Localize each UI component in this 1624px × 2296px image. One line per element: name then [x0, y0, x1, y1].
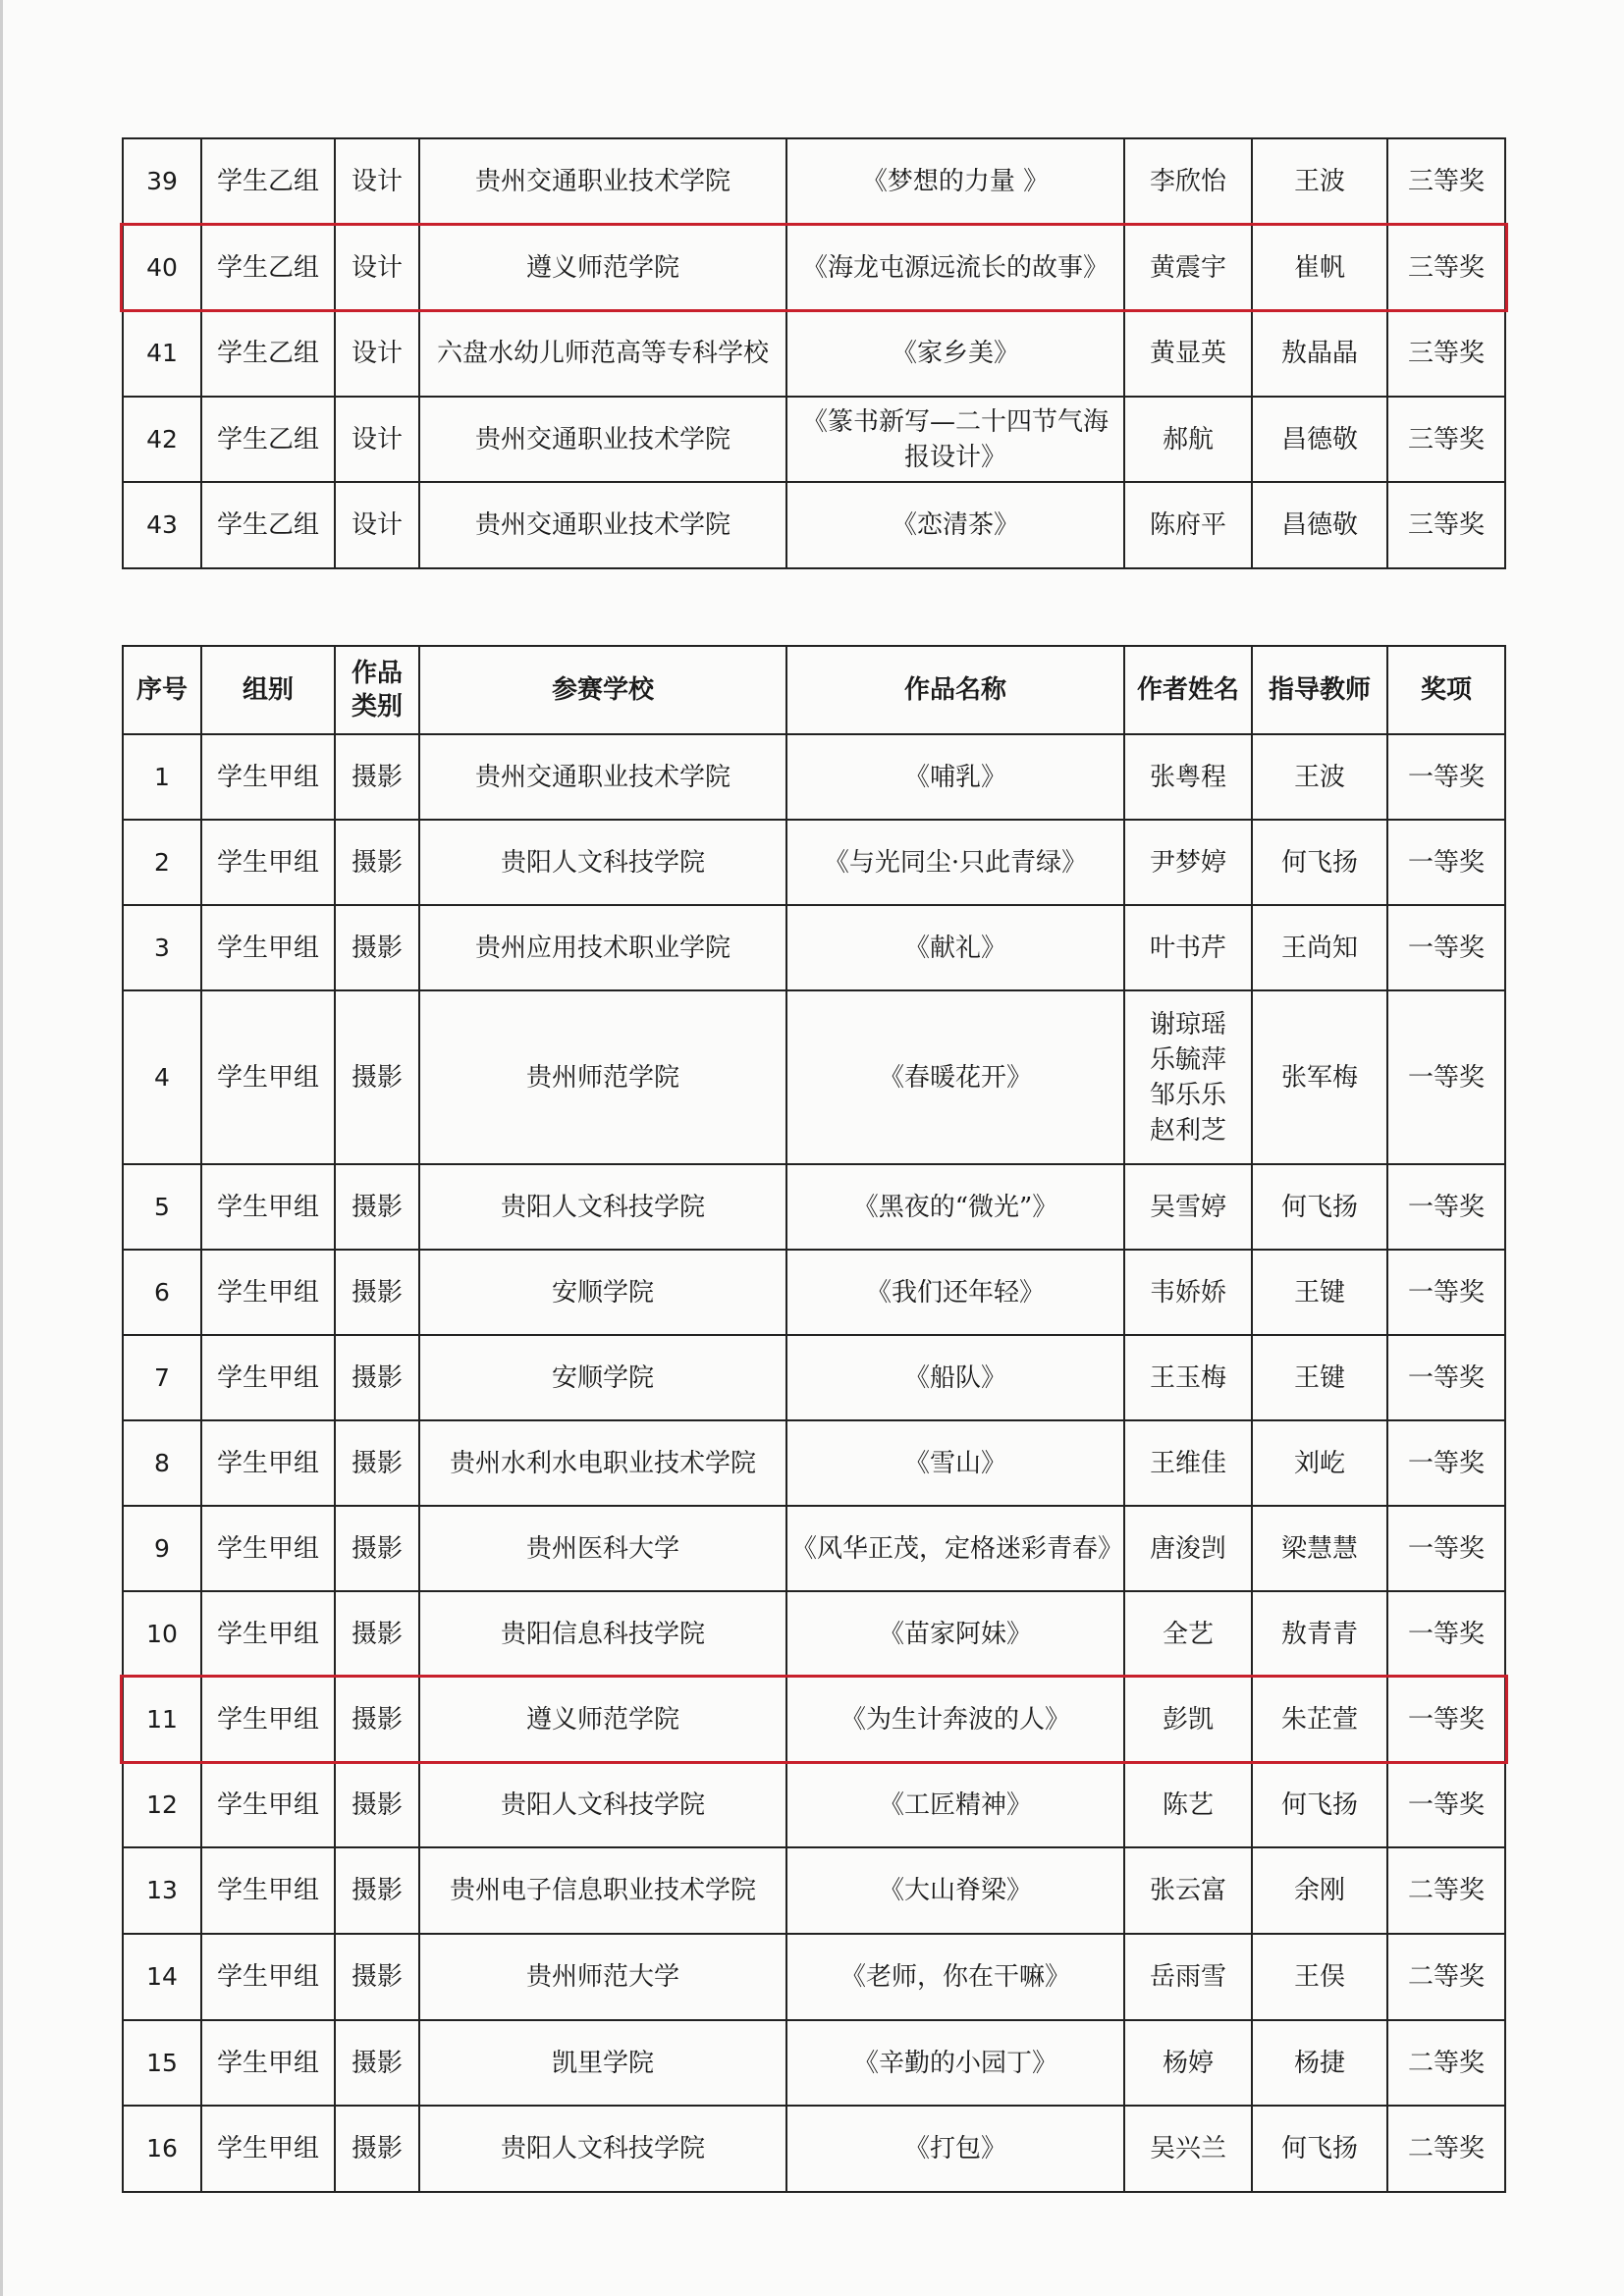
cell-title: 《雪山》: [786, 1420, 1124, 1506]
cell-group: 学生甲组: [201, 1420, 335, 1506]
cell-teacher: 何飞扬: [1252, 820, 1387, 905]
author-name: 谢琼瑶: [1149, 1009, 1226, 1040]
cell-award: 一等奖: [1387, 1591, 1505, 1677]
cell-award: 一等奖: [1387, 1762, 1505, 1847]
cell-author: 陈艺: [1124, 1762, 1252, 1847]
cell-no: 11: [123, 1677, 201, 1762]
cell-author: 张云富: [1124, 1847, 1252, 1934]
cell-no: 13: [123, 1847, 201, 1934]
cell-category: 摄影: [335, 820, 419, 905]
cell-school: 贵州交通职业技术学院: [419, 734, 786, 820]
cell-group: 学生甲组: [201, 734, 335, 820]
cell-author: 黄显英: [1124, 310, 1252, 397]
cell-title: 《船队》: [786, 1335, 1124, 1420]
cell-no: 5: [123, 1164, 201, 1250]
cell-school: 贵州师范大学: [419, 1934, 786, 2020]
cell-group: 学生甲组: [201, 820, 335, 905]
cell-category: 摄影: [335, 1934, 419, 2020]
cell-award: 一等奖: [1387, 1164, 1505, 1250]
cell-title: 《老师，你在干嘛》: [786, 1934, 1124, 2020]
cell-teacher: 朱芷萱: [1252, 1677, 1387, 1762]
cell-award: 一等奖: [1387, 734, 1505, 820]
cell-award: 一等奖: [1387, 990, 1505, 1164]
header-title: 作品名称: [786, 646, 1124, 734]
cell-no: 43: [123, 482, 201, 568]
cell-no: 4: [123, 990, 201, 1164]
table-row: [123, 1506, 1505, 1591]
cell-teacher: 张军梅: [1252, 990, 1387, 1164]
cell-school: 遵义师范学院: [419, 1677, 786, 1762]
cell-award: 一等奖: [1387, 1335, 1505, 1420]
cell-teacher: 余刚: [1252, 1847, 1387, 1934]
cell-teacher: 敖青青: [1252, 1591, 1387, 1677]
continuation-award-table: [122, 137, 1506, 569]
table-row: [123, 1164, 1505, 1250]
cell-teacher: 王键: [1252, 1250, 1387, 1335]
cell-award: 一等奖: [1387, 1420, 1505, 1506]
table-row: [123, 1335, 1505, 1420]
cell-category: 摄影: [335, 1250, 419, 1335]
cell-teacher: 崔帆: [1252, 225, 1387, 310]
cell-author: 全艺: [1124, 1591, 1252, 1677]
cell-group: 学生甲组: [201, 990, 335, 1164]
cell-teacher: 梁慧慧: [1252, 1506, 1387, 1591]
cell-category: 设计: [335, 397, 419, 482]
cell-title: 《哺乳》: [786, 734, 1124, 820]
cell-teacher: 昌德敬: [1252, 397, 1387, 482]
cell-school: 六盘水幼儿师范高等专科学校: [419, 310, 786, 397]
cell-title: 《打包》: [786, 2106, 1124, 2192]
cell-category: 摄影: [335, 1762, 419, 1847]
cell-author: 李欣怡: [1124, 138, 1252, 225]
cell-category: 摄影: [335, 1847, 419, 1934]
cell-category: 摄影: [335, 2020, 419, 2106]
main-award-table: [122, 645, 1506, 2193]
cell-category: 摄影: [335, 990, 419, 1164]
table-row: [123, 482, 1505, 568]
table-row: [123, 1591, 1505, 1677]
cell-author: [1124, 990, 1252, 1164]
cell-author: 王维佳: [1124, 1420, 1252, 1506]
cell-award: 一等奖: [1387, 1506, 1505, 1591]
cell-award: 二等奖: [1387, 1847, 1505, 1934]
cell-school: 贵阳人文科技学院: [419, 2106, 786, 2192]
cell-category: 摄影: [335, 734, 419, 820]
cell-no: 6: [123, 1250, 201, 1335]
cell-group: 学生甲组: [201, 1762, 335, 1847]
cell-award: 三等奖: [1387, 482, 1505, 568]
header-no: 序号: [123, 646, 201, 734]
table-row: [123, 1847, 1505, 1934]
cell-author: 郝航: [1124, 397, 1252, 482]
header-row: [123, 646, 1505, 734]
cell-author: 尹梦婷: [1124, 820, 1252, 905]
cell-school: 贵州应用技术职业学院: [419, 905, 786, 990]
cell-no: 7: [123, 1335, 201, 1420]
cell-teacher: 何飞扬: [1252, 1164, 1387, 1250]
cell-teacher: 王波: [1252, 138, 1387, 225]
cell-teacher: 刘屹: [1252, 1420, 1387, 1506]
cell-author: 吴雪婷: [1124, 1164, 1252, 1250]
cell-group: 学生甲组: [201, 1934, 335, 2020]
cell-school: 贵州师范学院: [419, 990, 786, 1164]
cell-no: 8: [123, 1420, 201, 1506]
cell-title: 《为生计奔波的人》: [786, 1677, 1124, 1762]
author-name: 乐毓萍: [1149, 1044, 1226, 1075]
cell-teacher: 敖晶晶: [1252, 310, 1387, 397]
cell-school: 遵义师范学院: [419, 225, 786, 310]
cell-award: 二等奖: [1387, 2106, 1505, 2192]
cell-author: 杨婷: [1124, 2020, 1252, 2106]
cell-group: 学生甲组: [201, 1677, 335, 1762]
cell-category: 摄影: [335, 2106, 419, 2192]
cell-teacher: 昌德敬: [1252, 482, 1387, 568]
cell-category: 设计: [335, 225, 419, 310]
cell-no: 10: [123, 1591, 201, 1677]
cell-title: 《梦想的力量 》: [786, 138, 1124, 225]
cell-group: 学生乙组: [201, 225, 335, 310]
cell-teacher: 杨捷: [1252, 2020, 1387, 2106]
cell-award: 一等奖: [1387, 905, 1505, 990]
cell-category: 摄影: [335, 1591, 419, 1677]
cell-category: 摄影: [335, 1677, 419, 1762]
cell-no: 1: [123, 734, 201, 820]
header-group: 组别: [201, 646, 335, 734]
cell-group: 学生乙组: [201, 482, 335, 568]
cell-award: 三等奖: [1387, 138, 1505, 225]
cell-author: 岳雨雪: [1124, 1934, 1252, 2020]
cell-no: 42: [123, 397, 201, 482]
cell-group: 学生甲组: [201, 905, 335, 990]
cell-school: 贵阳人文科技学院: [419, 1762, 786, 1847]
cell-school: 贵州交通职业技术学院: [419, 397, 786, 482]
cell-group: 学生甲组: [201, 2106, 335, 2192]
cell-title: 《苗家阿妹》: [786, 1591, 1124, 1677]
cell-award: 三等奖: [1387, 225, 1505, 310]
cell-school: 安顺学院: [419, 1250, 786, 1335]
cell-category: 摄影: [335, 1164, 419, 1250]
cell-group: 学生甲组: [201, 2020, 335, 2106]
cell-title: 《春暖花开》: [786, 990, 1124, 1164]
cell-author: 彭凯: [1124, 1677, 1252, 1762]
cell-teacher: 王俣: [1252, 1934, 1387, 2020]
cell-category: 摄影: [335, 905, 419, 990]
cell-title: 《风华正茂，定格迷彩青春》: [786, 1506, 1124, 1591]
main-table-body: [123, 734, 1505, 2192]
cell-school: 贵州交通职业技术学院: [419, 482, 786, 568]
cell-group: 学生乙组: [201, 397, 335, 482]
cell-award: 一等奖: [1387, 1677, 1505, 1762]
table-row: [123, 1420, 1505, 1506]
author-name: 邹乐乐: [1149, 1080, 1226, 1110]
cell-title: 《黑夜的“微光”》: [786, 1164, 1124, 1250]
continuation-table-body: [123, 138, 1505, 568]
cell-group: 学生甲组: [201, 1847, 335, 1934]
cell-school: 贵阳人文科技学院: [419, 1164, 786, 1250]
header-school: 参赛学校: [419, 646, 786, 734]
cell-award: 三等奖: [1387, 397, 1505, 482]
cell-school: 贵州交通职业技术学院: [419, 138, 786, 225]
cell-award: 一等奖: [1387, 820, 1505, 905]
cell-award: 三等奖: [1387, 310, 1505, 397]
table-row: [123, 905, 1505, 990]
cell-title: 《家乡美》: [786, 310, 1124, 397]
table-row: [123, 1677, 1505, 1762]
cell-author: 唐浚剀: [1124, 1506, 1252, 1591]
author-name: 赵利芝: [1149, 1115, 1226, 1146]
cell-group: 学生乙组: [201, 138, 335, 225]
cell-group: 学生甲组: [201, 1591, 335, 1677]
table-row: [123, 990, 1505, 1164]
cell-group: 学生甲组: [201, 1335, 335, 1420]
cell-author: 韦娇娇: [1124, 1250, 1252, 1335]
cell-title: 《大山脊梁》: [786, 1847, 1124, 1934]
cell-author: 陈府平: [1124, 482, 1252, 568]
cell-group: 学生甲组: [201, 1250, 335, 1335]
cell-no: 16: [123, 2106, 201, 2192]
cell-teacher: 王波: [1252, 734, 1387, 820]
cell-title: 《海龙屯源远流长的故事》: [786, 225, 1124, 310]
cell-author: 吴兴兰: [1124, 2106, 1252, 2192]
cell-title: 《辛勤的小园丁》: [786, 2020, 1124, 2106]
cell-school: 贵阳人文科技学院: [419, 820, 786, 905]
cell-teacher: 王尚知: [1252, 905, 1387, 990]
cell-no: 2: [123, 820, 201, 905]
table-row: [123, 225, 1505, 310]
cell-no: 14: [123, 1934, 201, 2020]
cell-no: 41: [123, 310, 201, 397]
cell-author: 黄震宇: [1124, 225, 1252, 310]
cell-category: 摄影: [335, 1420, 419, 1506]
cell-no: 9: [123, 1506, 201, 1591]
cell-category: 摄影: [335, 1506, 419, 1591]
cell-title: 《与光同尘·只此青绿》: [786, 820, 1124, 905]
cell-category: 设计: [335, 138, 419, 225]
table-row: [123, 820, 1505, 905]
page-edge: [0, 0, 3, 2296]
cell-no: 3: [123, 905, 201, 990]
cell-author: 王玉梅: [1124, 1335, 1252, 1420]
cell-author: 张粤程: [1124, 734, 1252, 820]
cell-award: 二等奖: [1387, 2020, 1505, 2106]
cell-author: 叶书芹: [1124, 905, 1252, 990]
cell-title: 《工匠精神》: [786, 1762, 1124, 1847]
table-row: [123, 2106, 1505, 2192]
table-row: [123, 310, 1505, 397]
header-author: 作者姓名: [1124, 646, 1252, 734]
cell-school: 贵州医科大学: [419, 1506, 786, 1591]
cell-title: 《篆书新写—二十四节气海报设计》: [786, 397, 1124, 482]
table-row: [123, 1250, 1505, 1335]
cell-no: 15: [123, 2020, 201, 2106]
cell-school: 贵州电子信息职业技术学院: [419, 1847, 786, 1934]
cell-school: 安顺学院: [419, 1335, 786, 1420]
table-row: [123, 397, 1505, 482]
cell-school: 凯里学院: [419, 2020, 786, 2106]
cell-category: 设计: [335, 310, 419, 397]
cell-teacher: 王键: [1252, 1335, 1387, 1420]
cell-no: 40: [123, 225, 201, 310]
table-row: [123, 1934, 1505, 2020]
header-category: 作品类别: [335, 646, 419, 734]
cell-teacher: 何飞扬: [1252, 1762, 1387, 1847]
cell-category: 摄影: [335, 1335, 419, 1420]
table-row: [123, 1762, 1505, 1847]
cell-award: 一等奖: [1387, 1250, 1505, 1335]
cell-group: 学生甲组: [201, 1506, 335, 1591]
table-row: [123, 2020, 1505, 2106]
cell-title: 《恋清茶》: [786, 482, 1124, 568]
cell-school: 贵州水利水电职业技术学院: [419, 1420, 786, 1506]
header-teacher: 指导教师: [1252, 646, 1387, 734]
cell-no: 12: [123, 1762, 201, 1847]
table-row: [123, 734, 1505, 820]
cell-title: 《献礼》: [786, 905, 1124, 990]
cell-school: 贵阳信息科技学院: [419, 1591, 786, 1677]
cell-group: 学生甲组: [201, 1164, 335, 1250]
cell-teacher: 何飞扬: [1252, 2106, 1387, 2192]
cell-award: 二等奖: [1387, 1934, 1505, 2020]
cell-group: 学生乙组: [201, 310, 335, 397]
cell-title: 《我们还年轻》: [786, 1250, 1124, 1335]
cell-no: 39: [123, 138, 201, 225]
cell-category: 设计: [335, 482, 419, 568]
header-award: 奖项: [1387, 646, 1505, 734]
table-row: [123, 138, 1505, 225]
